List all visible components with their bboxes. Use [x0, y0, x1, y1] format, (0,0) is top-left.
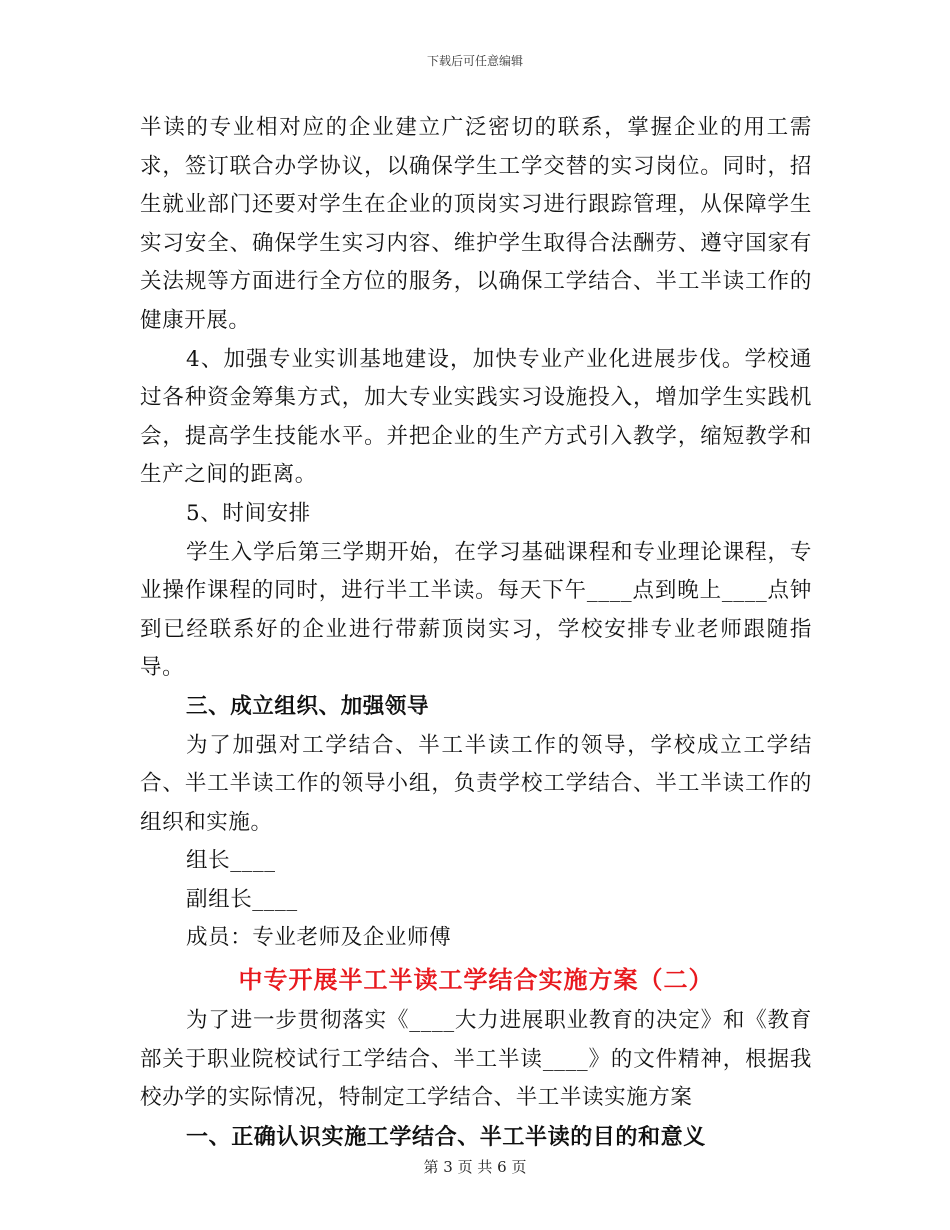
paragraph-leader: 组长____ [186, 848, 276, 874]
paragraph-item-5-heading: 5、时间安排 [186, 500, 311, 526]
section-heading-3: 三、成立组织、加强领导 [186, 693, 430, 719]
document-title: 中专开展半工半读工学结合实施方案（二） [238, 965, 714, 995]
document-body [140, 109, 812, 1156]
section-heading-1: 一、正确认识实施工学结合、半工半读的目的和意义 [186, 1123, 706, 1150]
paragraph-members: 成员：专业老师及企业师傅 [186, 925, 452, 951]
page-header: 下载后可任意编辑 [426, 54, 523, 68]
paragraph-intro: 为了进一步贯彻落实《____大力进展职业教育的决定》和《教育部关于职业院校试行工学结合、半工半读____》的文件精神，根据我校办学的实际情况，特制定工学结合、半工半读实施方案 [140, 1008, 812, 1111]
paragraph-deputy-leader: 副组长____ [186, 886, 298, 912]
paragraph-schedule: 学生入学后第三学期开始，在学习基础课程和专业理论课程，专业操作课程的同时，进行半工半读。每天下午____点到晚上____点钟到已经联系好的企业进行带薪顶岗实习，学校安排专业老师跟随指导。 [140, 539, 812, 681]
paragraph-item-4: 4、加强专业实训基地建设，加快专业产业化进展步伐。学校通过各种资金筹集方式，加大专业实践实习设施投入，增加学生实践机会，提高学生技能水平。并把企业的生产方式引入教学，缩短教学和生产之间的距离。 [140, 346, 812, 488]
page-footer: 第 3 页 共 6 页 [423, 1158, 527, 1176]
paragraph-continuation: 半读的专业相对应的企业建立广泛密切的联系，掌握企业的用工需求，签订联合办学协议，以确保学生工学交替的实习岗位。同时，招生就业部门还要对学生在企业的顶岗实习进行跟踪管理，从保障学生实习安全、确保学生实习内容、维护学生取得合法酬劳、遵守国家有关法规等方面进行全方位的服务，以确保工学结合、半工半读工作的健康开展。 [140, 115, 812, 333]
paragraph-organization: 为了加强对工学结合、半工半读工作的领导，学校成立工学结合、半工半读工作的领导小组，负责学校工学结合、半工半读工作的组织和实施。 [140, 732, 812, 835]
